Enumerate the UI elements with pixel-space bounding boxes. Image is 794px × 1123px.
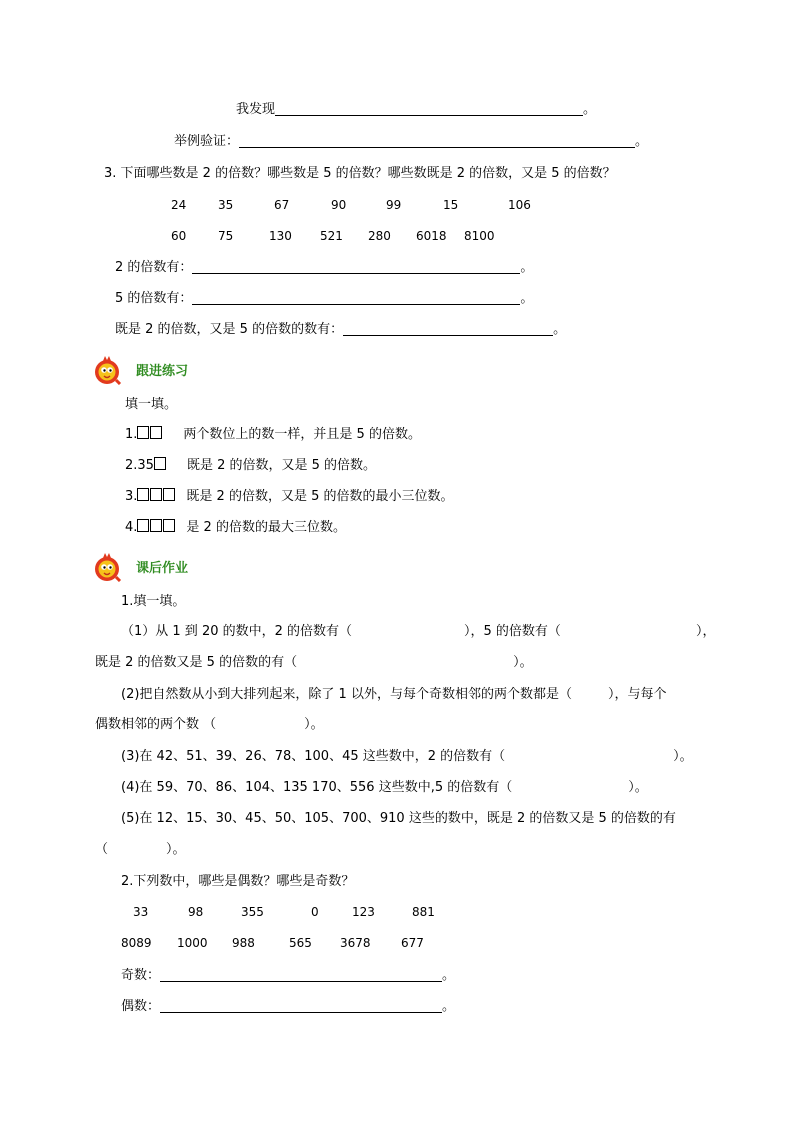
q3-num: 8100 bbox=[464, 229, 495, 243]
q3-num: 15 bbox=[443, 198, 459, 212]
both-blank[interactable] bbox=[343, 321, 553, 336]
digit-box[interactable] bbox=[163, 488, 175, 501]
practice-title: 跟进练习 bbox=[136, 364, 189, 379]
digit-box[interactable] bbox=[137, 488, 149, 501]
q3-num: 67 bbox=[274, 198, 290, 212]
hw-q2-num: 355 bbox=[241, 905, 264, 919]
even-line: 偶数： 。 bbox=[121, 999, 456, 1014]
digit-box[interactable] bbox=[154, 457, 166, 470]
hw-q1-title: 1.填一填。 bbox=[121, 594, 186, 609]
example-label: 举例验证： bbox=[174, 134, 240, 149]
practice-intro: 填一填。 bbox=[125, 397, 178, 412]
mascot-icon bbox=[92, 552, 122, 582]
practice-item: 1. 两个数位上的数一样，并且是 5 的倍数。 bbox=[125, 427, 421, 442]
hw-q2-num: 98 bbox=[188, 905, 204, 919]
q3-num: 106 bbox=[508, 198, 531, 212]
hw-q2-num: 677 bbox=[401, 936, 424, 950]
even-blank[interactable] bbox=[160, 998, 442, 1013]
odd-blank[interactable] bbox=[160, 967, 442, 982]
hw-q1-1: （1）从 1 到 20 的数中，2 的倍数有（ ），5 的倍数有（ ）， bbox=[121, 624, 716, 639]
homework-title: 课后作业 bbox=[136, 561, 189, 576]
hw-q1-2: (2)把自然数从小到大排列起来，除了 1 以外，与每个奇数相邻的两个数都是（ ），与每个 bbox=[121, 687, 667, 702]
discover-line: 我发现 。 bbox=[236, 102, 597, 117]
q3-prompt: 3. 下面哪些数是 2 的倍数？哪些数是 5 的倍数？哪些数既是 2 的倍数，又是 5 的倍数？ bbox=[104, 166, 616, 181]
hw-q2-title: 2.下列数中，哪些是偶数？哪些是奇数？ bbox=[121, 874, 355, 889]
digit-box[interactable] bbox=[163, 519, 175, 532]
hw-q1-2-cont: 偶数相邻的两个数 （ ）。 bbox=[95, 717, 324, 732]
digit-box[interactable] bbox=[137, 426, 149, 439]
q3-num: 60 bbox=[171, 229, 187, 243]
q3-num: 130 bbox=[269, 229, 292, 243]
example-line: 举例验证： 。 bbox=[174, 134, 649, 149]
q3-num: 24 bbox=[171, 198, 187, 212]
hw-q1-4: (4)在 59、70、86、104、135 170、556 这些数中,5 的倍数有（ ）。 bbox=[121, 780, 648, 795]
hw-q2-num: 988 bbox=[232, 936, 255, 950]
hw-q2-num: 123 bbox=[352, 905, 375, 919]
q3-num: 90 bbox=[331, 198, 347, 212]
mult5-blank[interactable] bbox=[192, 290, 520, 305]
hw-q2-num: 33 bbox=[133, 905, 149, 919]
mult2-blank[interactable] bbox=[192, 259, 520, 274]
hw-q2-num: 1000 bbox=[177, 936, 208, 950]
digit-box[interactable] bbox=[137, 519, 149, 532]
hw-q2-num: 0 bbox=[311, 905, 319, 919]
hw-q1-5-cont: （ ）。 bbox=[95, 842, 186, 857]
digit-box[interactable] bbox=[150, 426, 162, 439]
discover-blank[interactable] bbox=[275, 101, 583, 116]
odd-line: 奇数： 。 bbox=[121, 968, 456, 983]
hw-q2-num: 3678 bbox=[340, 936, 371, 950]
example-blank[interactable] bbox=[239, 133, 635, 148]
mascot-icon bbox=[92, 355, 122, 385]
hw-q2-num: 8089 bbox=[121, 936, 152, 950]
q3-num: 280 bbox=[368, 229, 391, 243]
hw-q1-5: (5)在 12、15、30、45、50、105、700、910 这些的数中，既是 2 的倍数又是 5 的倍数的有 bbox=[121, 811, 676, 826]
hw-q2-num: 881 bbox=[412, 905, 435, 919]
q3-num: 6018 bbox=[416, 229, 447, 243]
practice-item: 4. 是 2 的倍数的最大三位数。 bbox=[125, 520, 346, 535]
hw-q2-num: 565 bbox=[289, 936, 312, 950]
mult5-line: 5 的倍数有： 。 bbox=[115, 291, 534, 306]
practice-item: 3. 既是 2 的倍数，又是 5 的倍数的最小三位数。 bbox=[125, 489, 454, 504]
q3-num: 99 bbox=[386, 198, 402, 212]
q3-num: 521 bbox=[320, 229, 343, 243]
both-line: 既是 2 的倍数，又是 5 的倍数的数有： 。 bbox=[115, 322, 567, 337]
hw-q1-3: (3)在 42、51、39、26、78、100、45 这些数中，2 的倍数有（ ）。 bbox=[121, 749, 693, 764]
digit-box[interactable] bbox=[150, 519, 162, 532]
hw-q1-1-cont: 既是 2 的倍数又是 5 的倍数的有（ ）。 bbox=[95, 655, 533, 670]
q3-num: 35 bbox=[218, 198, 234, 212]
discover-label: 我发现 bbox=[236, 102, 276, 117]
mult2-line: 2 的倍数有： 。 bbox=[115, 260, 534, 275]
digit-box[interactable] bbox=[150, 488, 162, 501]
q3-num: 75 bbox=[218, 229, 234, 243]
practice-item: 2.35 既是 2 的倍数，又是 5 的倍数。 bbox=[125, 458, 377, 473]
